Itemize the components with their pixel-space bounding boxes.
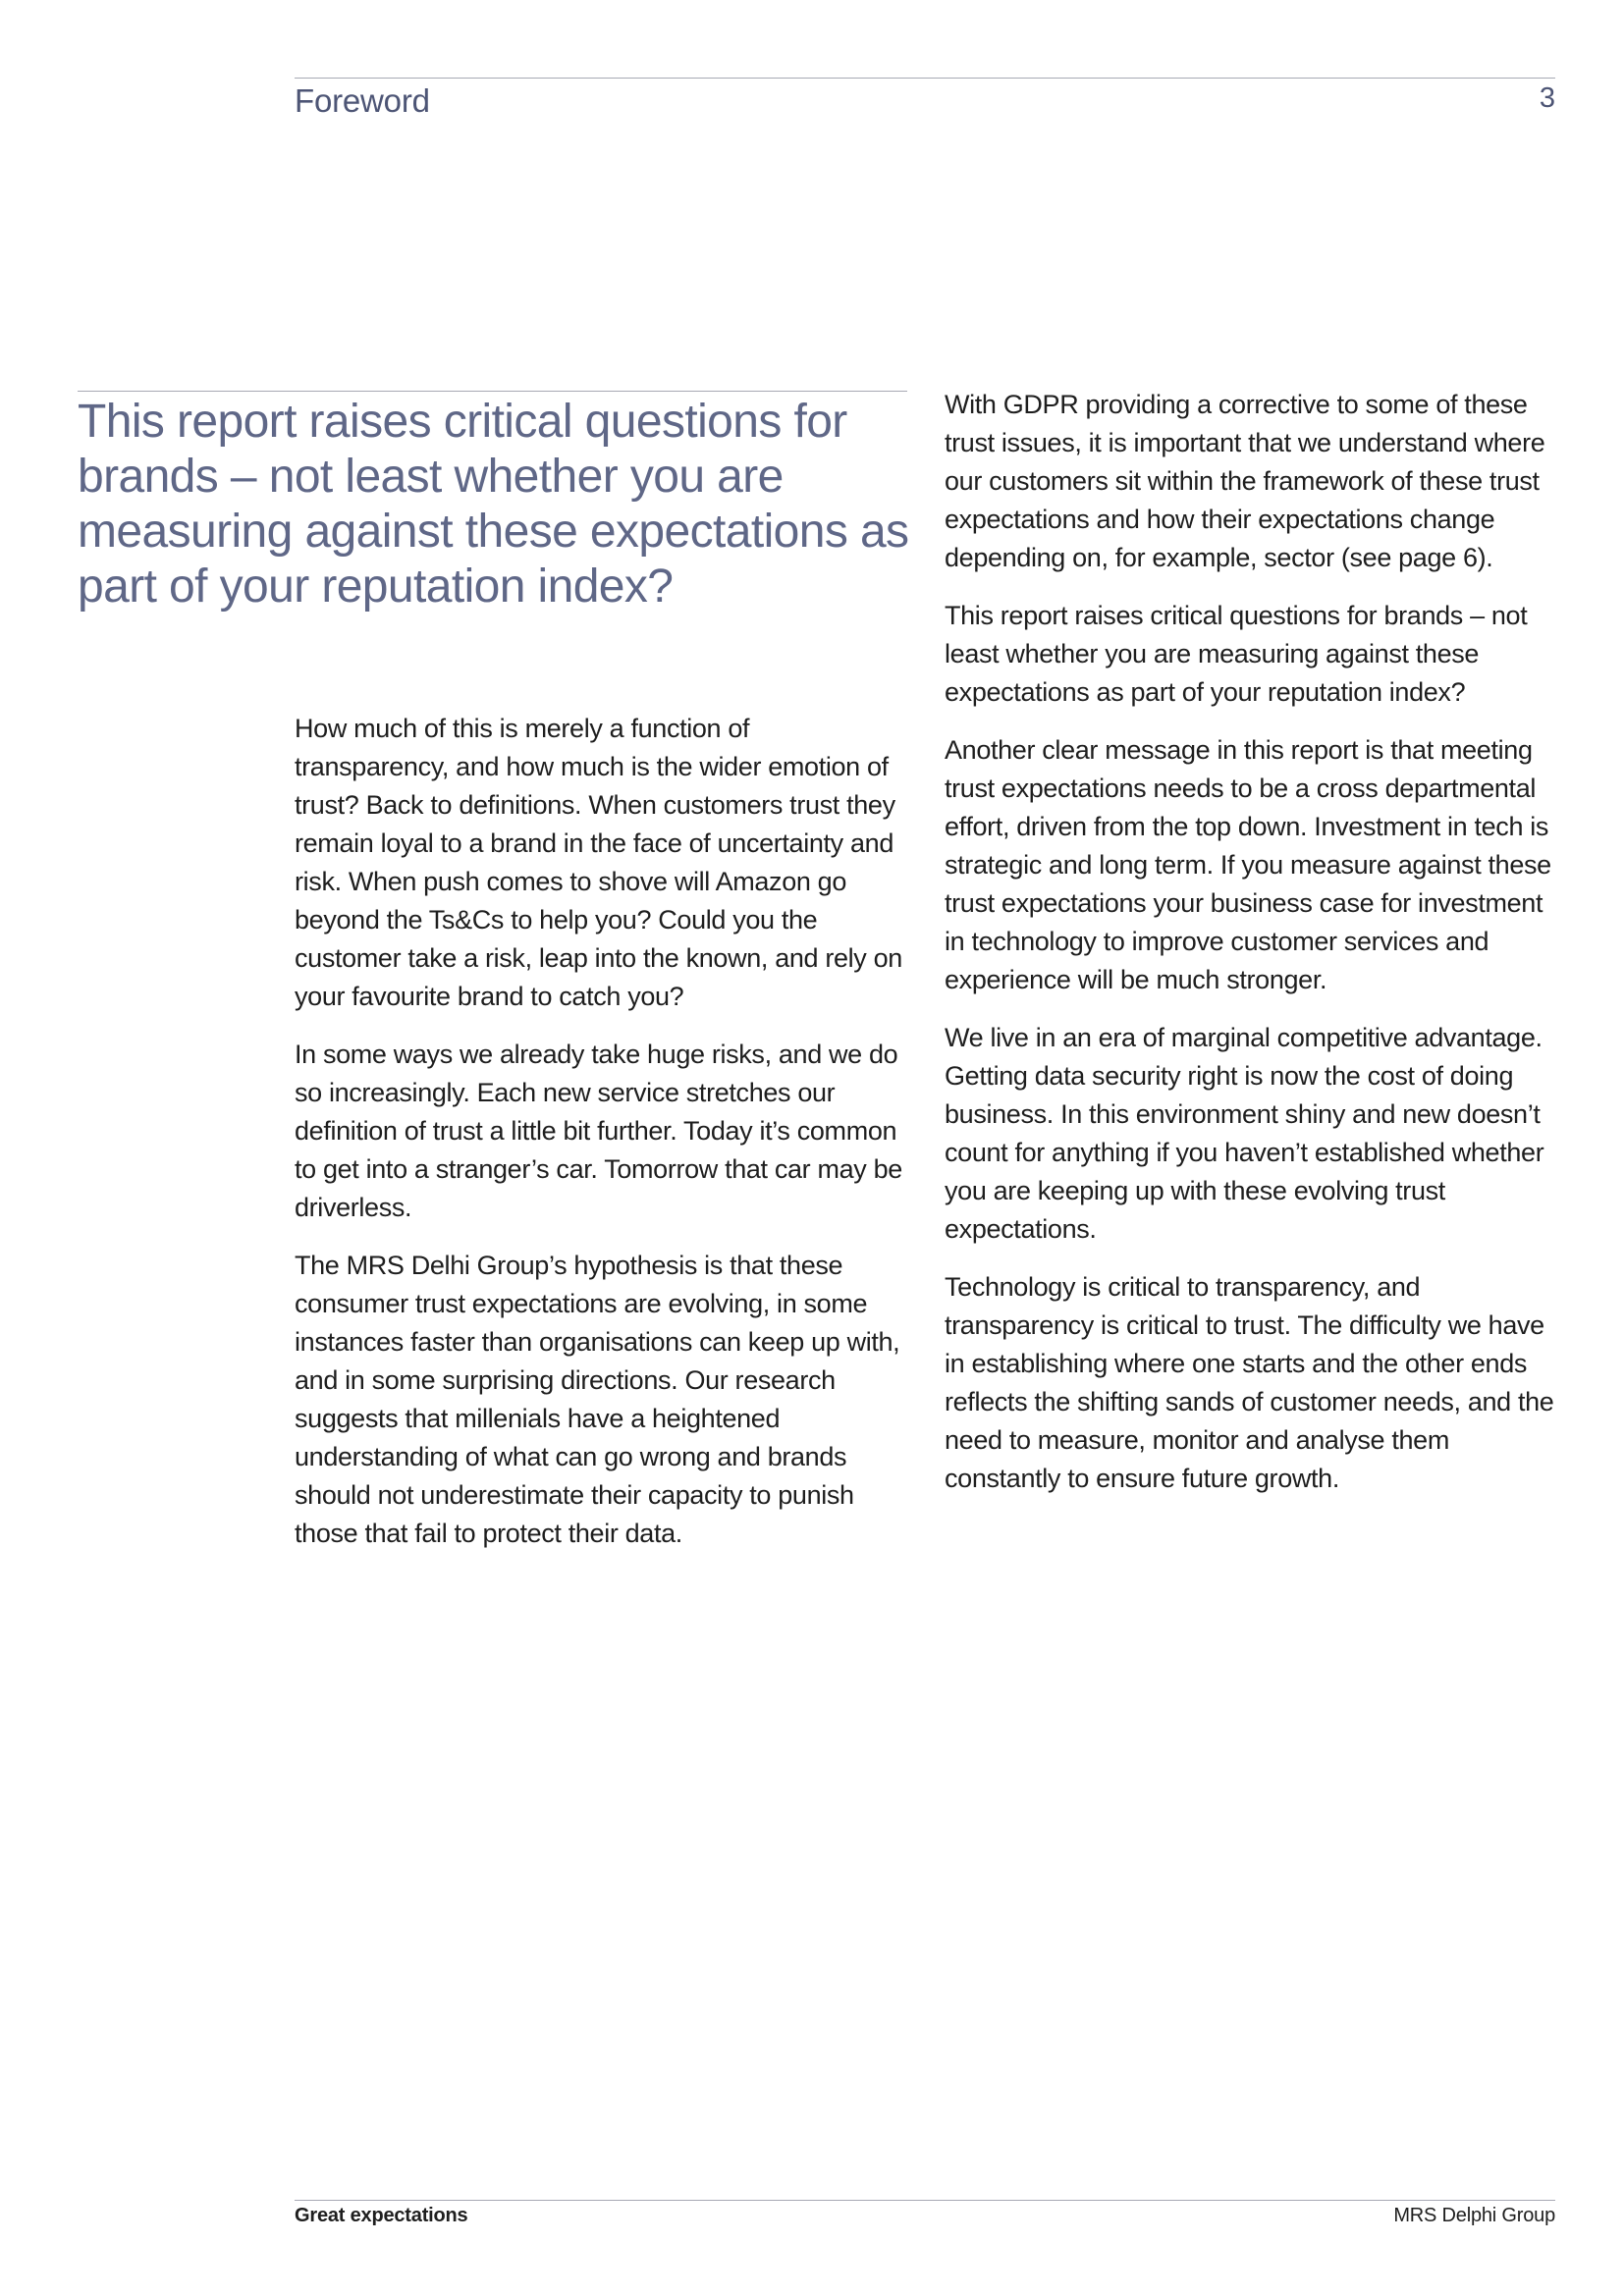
- paragraph: We live in an era of marginal competitive advantage. Getting data security right is now the cost of doing business. In this environment shiny and new doesn’t count for anything if you haven’t established whether you are keeping up with these evolving trust expectations.: [945, 1023, 1544, 1244]
- pull-quote: This report raises critical questions for brands – not least whether you are measuring against these expectations as part of your reputation index?: [78, 396, 909, 613]
- footer-rule: [295, 2200, 1555, 2201]
- section-title: Foreword: [295, 82, 430, 119]
- right-column: [945, 386, 1563, 1518]
- paragraph: With GDPR providing a corrective to some of these trust issues, it is important that we understand where our customers sit within the framework of these trust expectations and how their expectations change depending on, for example, sector (see page 6).: [945, 390, 1545, 572]
- paragraph: Another clear message in this report is that meeting trust expectations needs to be a cross departmental effort, driven from the top down. Investment in tech is strategic and long term. If you measure against these trust expectations your business case for investment in technology to improve customer services and experience will be much stronger.: [945, 735, 1551, 994]
- paragraph: Technology is critical to transparency, and transparency is critical to trust. The difficulty we have in establishing where one starts and the other ends reflects the shifting sands of customer needs, and the need to measure, monitor and analyse them constantly to ensure future growth.: [945, 1272, 1554, 1493]
- paragraph: In some ways we already take huge risks, and we do so increasingly. Each new service stretches our definition of trust a little bit further. Today it’s common to get into a stranger’s car. Tomorrow that car may be driverless.: [295, 1040, 902, 1222]
- page-number: 3: [1539, 82, 1555, 114]
- header-rule: [295, 78, 1555, 79]
- pull-quote-rule: [78, 391, 907, 392]
- paragraph: The MRS Delhi Group’s hypothesis is that these consumer trust expectations are evolving, in some instances faster than organisations can keep up with, and in some surprising directions. Our research suggests that millenials have a heightened understanding of what can go wrong and brands should not underestimate their capacity to punish those that fail to protect their data.: [295, 1251, 900, 1548]
- footer-publication: Great expectations: [295, 2205, 468, 2226]
- left-column: [295, 710, 903, 1573]
- footer-organisation: MRS Delphi Group: [1393, 2205, 1555, 2226]
- paragraph: This report raises critical questions for brands – not least whether you are measuring against these expectations as part of your reputation index?: [945, 601, 1528, 707]
- paragraph: How much of this is merely a function of transparency, and how much is the wider emotion of trust? Back to definitions. When customers trust they remain loyal to a brand in the face of uncertainty and risk. When push comes to shove will Amazon go beyond the Ts&Cs to help you? Could you the customer take a risk, leap into the known, and rely on your favourite brand to catch you?: [295, 714, 902, 1011]
